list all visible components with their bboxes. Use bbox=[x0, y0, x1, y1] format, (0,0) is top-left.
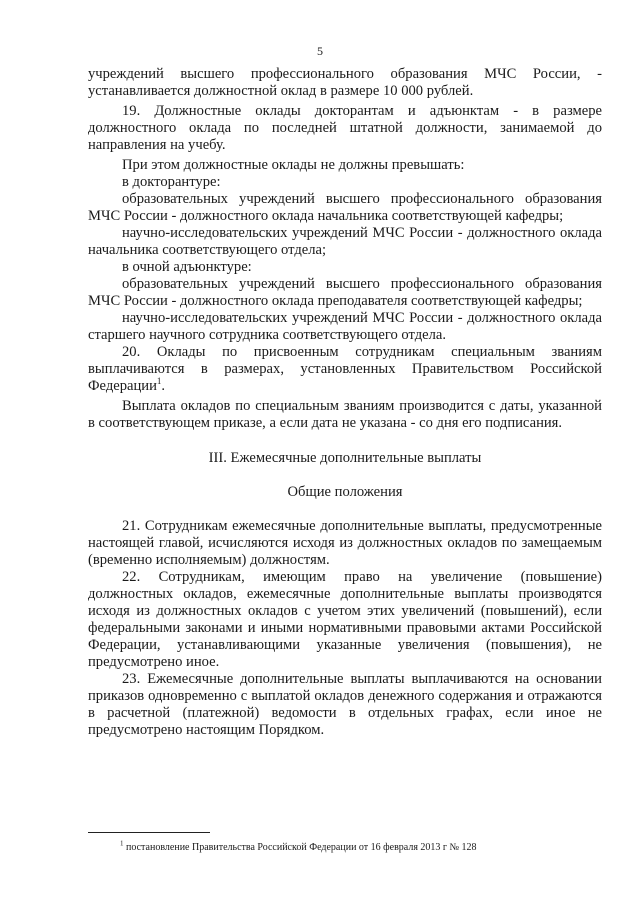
section-title: III. Ежемесячные дополнительные выплаты bbox=[208, 450, 482, 466]
paragraph-adjunct-research: научно-исследовательских учреждений МЧС России - должностного оклада старшего научного сотрудника соответствующего отдела. bbox=[88, 310, 602, 343]
footnote-number: 1 bbox=[120, 839, 124, 848]
footnote-text: постановление Правительства Российской Федерации от 16 февраля 2013 г № 128 bbox=[126, 842, 477, 853]
paragraph-20-text: 20. Оклады по присвоенным сотрудникам специальным званиям выплачиваются в размерах, установленных Правительством Российской Федерации bbox=[88, 344, 602, 394]
paragraph-doctorate: в докторантуре: bbox=[122, 174, 221, 190]
paragraph-21: 21. Сотрудникам ежемесячные дополнительные выплаты, предусмотренные настоящей главой, исчисляются исходя из должностных окладов по замещаемым (временно исполняемым) должностям. bbox=[88, 518, 602, 568]
paragraph-22: 22. Сотрудникам, имеющим право на увеличение (повышение) должностных окладов, ежемесячные дополнительные выплаты производятся исходя из должностных окладов с учетом этих увеличений (повышений), если федеральными законами и иными нормативными правовыми актами Российской Федерации, устанавливающими указанные увеличения (повышения), не предусмотрено иное. bbox=[88, 569, 602, 670]
paragraph-adjunct: в очной адъюнктуре: bbox=[122, 259, 252, 275]
paragraph-doctorate-research: научно-исследовательских учреждений МЧС России - должностного оклада начальника соответствующего отдела; bbox=[88, 225, 602, 258]
paragraph-limits-intro: При этом должностные оклады не должны превышать: bbox=[122, 157, 465, 173]
page-number: 5 bbox=[317, 44, 323, 58]
paragraph-20: 20. Оклады по присвоенным сотрудникам специальным званиям выплачиваются в размерах, установленных Правительством Российской Федерации$^1$. bbox=[88, 344, 602, 394]
paragraph-continuation: учреждений высшего профессионального образования МЧС России, - устанавливается должностной оклад в размере 10 000 рублей. bbox=[88, 66, 602, 99]
footnote-divider bbox=[88, 832, 210, 833]
paragraph-23: 23. Ежемесячные дополнительные выплаты выплачиваются на основании приказов одновременно с выплатой окладов денежного содержания и отражаются в расчетной (платежной) ведомости в отдельных графах, если иное не предусмотрено настоящим Порядком. bbox=[88, 671, 602, 738]
paragraph-19: 19. Должностные оклады докторантам и адъюнктам - в размере должностного оклада по последней штатной должности, занимаемой до направления на учебу. bbox=[88, 103, 602, 153]
paragraph-adjunct-education: образовательных учреждений высшего профессионального образования МЧС России - должностного оклада преподавателя соответствующей кафедры; bbox=[88, 276, 602, 309]
paragraph-salary-date: Выплата окладов по специальным званиям производится с даты, указанной в соответствующем приказе, а если дата не указана - со дня его подписания. bbox=[88, 398, 602, 431]
subsection-title: Общие положения bbox=[287, 484, 403, 500]
document-body bbox=[88, 66, 602, 739]
footnote-reference: 1 bbox=[156, 376, 162, 387]
paragraph-doctorate-education: образовательных учреждений высшего профессионального образования МЧС России - должностного оклада начальника соответствующей кафедры; bbox=[88, 191, 602, 224]
footnote bbox=[120, 839, 477, 854]
